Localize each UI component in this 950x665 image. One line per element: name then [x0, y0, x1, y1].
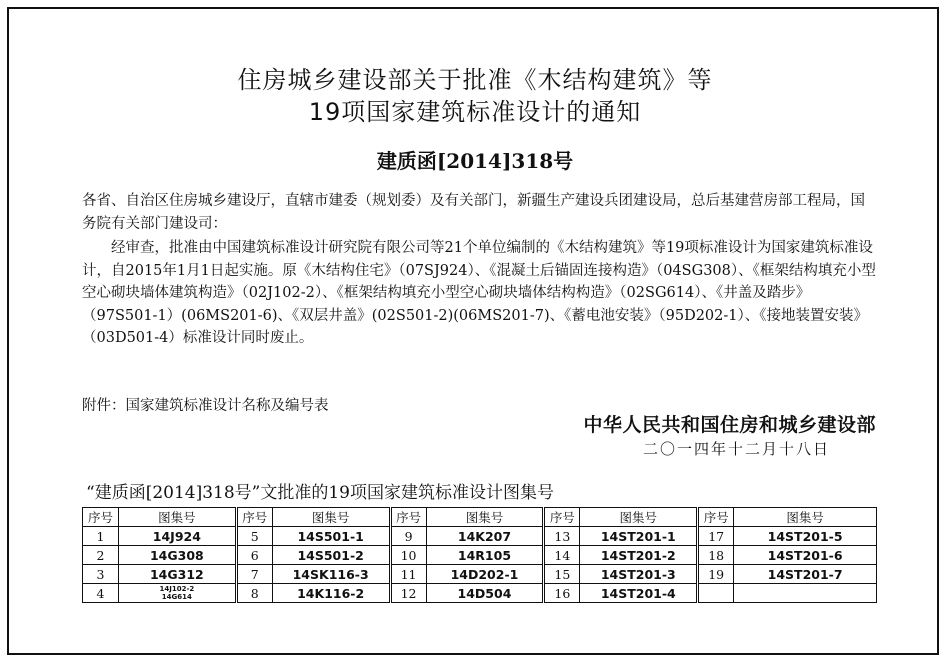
seq-cell: 10 [390, 546, 426, 565]
addressee-paragraph: 各省、自治区住房城乡建设厅，直辖市建委（规划委）及有关部门，新疆生产建设兵团建设局，总后基建营房部工程局，国务院有关部门建设司： [82, 193, 865, 232]
code-cell: 14S501-2 [272, 546, 390, 565]
code-cell: 14G308 [118, 546, 236, 565]
header-seq: 序号 [390, 508, 426, 527]
code-cell: 14ST201-4 [580, 584, 698, 603]
code-cell: 14G312 [118, 565, 236, 584]
table-row [83, 527, 877, 546]
code-cell: 14ST201-1 [580, 527, 698, 546]
code-cell: 14R105 [426, 546, 544, 565]
code-cell: 14SK116-3 [272, 565, 390, 584]
main-paragraph: 经审查，批准由中国建筑标准设计研究院有限公司等21个单位编制的《木结构建筑》等19项标准设计为国家建筑标准设计，自2015年1月1日起实施。原《木结构住宅》（07SJ924）、《混凝土后锚固连接构造》（04SG308）、《框架结构填充小型空心砌块墙体建筑构造》（02J102-2）、《框架结构填充小型空心砌块墙体结构构造》（02SG614）、《井盖及踏步》（97S501-1）(06MS201-6)、《双层井盖》(02S501-2)(06MS201-7)、《蓄电池安装》（95D202-1）、《接地装置安装》（03D501-4）标准设计同时废止。 [82, 240, 876, 346]
code-cell: 14ST201-7 [734, 565, 877, 584]
seq-cell: 11 [390, 565, 426, 584]
code-cell: 14S501-1 [272, 527, 390, 546]
table-row [83, 565, 877, 584]
attachment-line: 附件：国家建筑标准设计名称及编号表 [82, 398, 329, 414]
code-cell: 14D504 [426, 584, 544, 603]
header-seq: 序号 [83, 508, 119, 527]
seq-cell: 3 [83, 565, 119, 584]
seq-cell: 15 [544, 565, 580, 584]
code-cell-line: 14G614 [161, 593, 192, 601]
code-cell: 14D202-1 [426, 565, 544, 584]
seq-cell: 12 [390, 584, 426, 603]
atlas-number-table [82, 507, 877, 603]
header-code: 图集号 [426, 508, 544, 527]
seq-cell: 9 [390, 527, 426, 546]
seq-cell: 18 [698, 546, 734, 565]
header-code: 图集号 [580, 508, 698, 527]
seq-cell: 8 [236, 584, 272, 603]
seq-cell: 14 [544, 546, 580, 565]
header-code: 图集号 [734, 508, 877, 527]
code-cell: 14J924 [118, 527, 236, 546]
table-caption: “建质函[2014]318号”文批准的19项国家建筑标准设计图集号 [86, 483, 554, 503]
table-header-row [83, 508, 877, 527]
code-cell: 14K116-2 [272, 584, 390, 603]
code-cell-stacked [118, 584, 236, 603]
header-seq: 序号 [544, 508, 580, 527]
code-cell-line: 14J102-2 [159, 585, 195, 593]
notice-title-line2: 19项国家建筑标准设计的通知 [308, 98, 642, 126]
issuing-authority: 中华人民共和国住房和城乡建设部 [583, 414, 876, 436]
notice-title-line1: 住房城乡建设部关于批准《木结构建筑》等 [237, 66, 713, 94]
seq-cell: 1 [83, 527, 119, 546]
document-number: 建质函[2014]318号 [376, 149, 574, 173]
header-code: 图集号 [118, 508, 236, 527]
seq-cell: 4 [83, 584, 119, 603]
issue-date: 二〇一四年十二月十八日 [642, 440, 830, 458]
code-cell [734, 584, 877, 603]
seq-cell: 13 [544, 527, 580, 546]
table-row [83, 546, 877, 565]
code-cell: 14K207 [426, 527, 544, 546]
seq-cell: 6 [236, 546, 272, 565]
seq-cell: 16 [544, 584, 580, 603]
code-cell: 14ST201-5 [734, 527, 877, 546]
header-seq: 序号 [236, 508, 272, 527]
seq-cell: 7 [236, 565, 272, 584]
seq-cell [698, 584, 734, 603]
seq-cell: 2 [83, 546, 119, 565]
seq-cell: 17 [698, 527, 734, 546]
code-cell: 14ST201-6 [734, 546, 877, 565]
seq-cell: 5 [236, 527, 272, 546]
header-code: 图集号 [272, 508, 390, 527]
code-cell: 14ST201-3 [580, 565, 698, 584]
code-cell: 14ST201-2 [580, 546, 698, 565]
table-row [83, 584, 877, 603]
header-seq: 序号 [698, 508, 734, 527]
seq-cell: 19 [698, 565, 734, 584]
